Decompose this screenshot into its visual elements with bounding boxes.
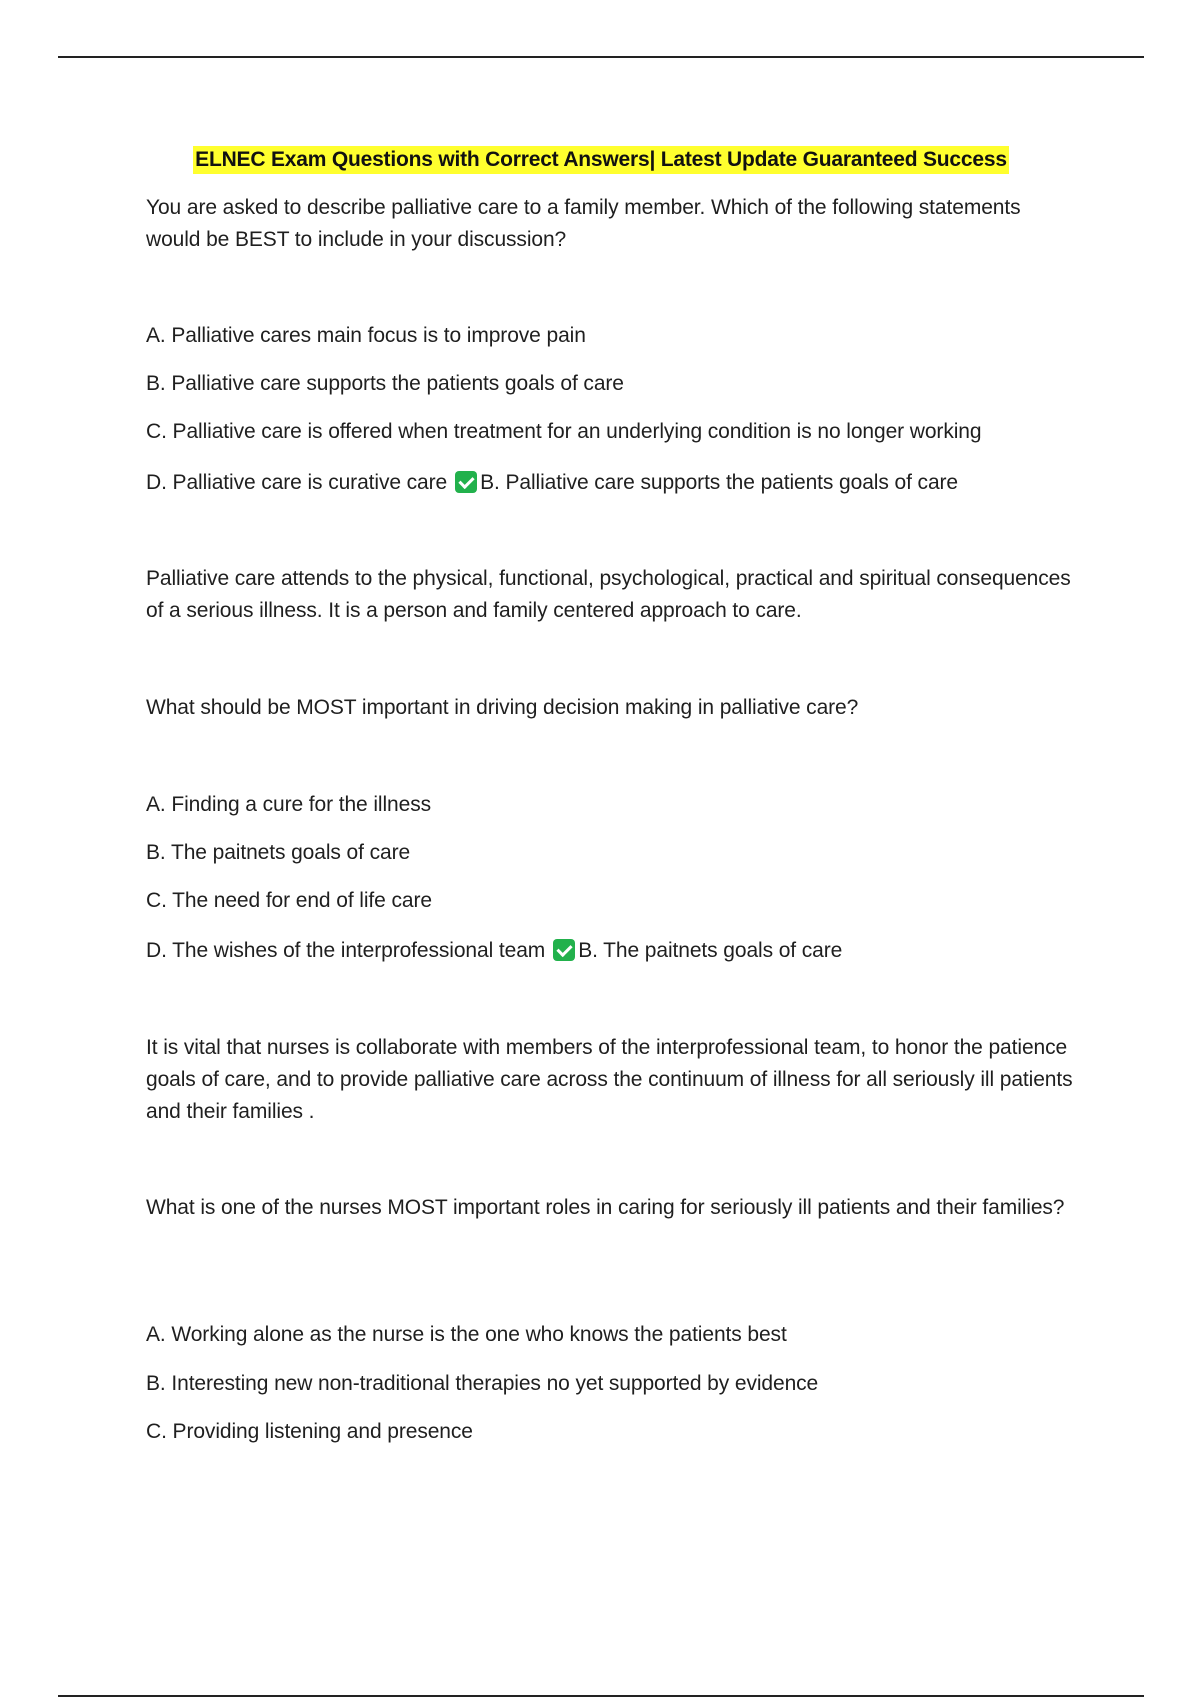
footer-rule bbox=[58, 1695, 1144, 1697]
question-3-option-a: A. Working alone as the nurse is the one who knows the patients best bbox=[146, 1323, 787, 1346]
document-title: ELNEC Exam Questions with Correct Answers| Latest Update Guaranteed Success bbox=[193, 146, 1009, 174]
question-2-option-d: D. The wishes of the interprofessional team bbox=[146, 939, 546, 962]
question-2-option-c: C. The need for end of life care bbox=[146, 889, 432, 912]
check-icon bbox=[553, 939, 575, 961]
question-1-option-d: D. Palliative care is curative care bbox=[146, 471, 448, 494]
title-wrapper bbox=[146, 146, 1056, 174]
question-3-option-c: C. Providing listening and presence bbox=[146, 1420, 473, 1443]
header-rule bbox=[58, 56, 1144, 58]
question-1-option-b: B. Palliative care supports the patients goals of care bbox=[146, 372, 624, 395]
question-2-rationale: It is vital that nurses is collaborate with members of the interprofessional team, to honor the patience goals of care, and to provide palliative care across the continuum of illness for all seriously ill patients and their families . bbox=[146, 1036, 1073, 1123]
question-2-option-d-with-answer bbox=[146, 935, 842, 967]
question-2-option-b: B. The paitnets goals of care bbox=[146, 841, 411, 864]
question-1-option-a: A. Palliative cares main focus is to improve pain bbox=[146, 324, 586, 347]
question-2-text: What should be MOST important in driving decision making in palliative care? bbox=[146, 696, 859, 719]
question-1-answer: B. Palliative care supports the patients goals of care bbox=[480, 471, 958, 494]
question-2-option-a: A. Finding a cure for the illness bbox=[146, 793, 432, 816]
check-icon bbox=[455, 471, 477, 493]
question-3-text: What is one of the nurses MOST important roles in caring for seriously ill patients and their families? bbox=[146, 1196, 1065, 1219]
question-1-option-c: C. Palliative care is offered when treatment for an underlying condition is no longer working bbox=[146, 420, 982, 443]
question-3-option-b: B. Interesting new non-traditional therapies no yet supported by evidence bbox=[146, 1372, 819, 1395]
question-1-text: You are asked to describe palliative care to a family member. Which of the following statements would be BEST to include in your discussion? bbox=[146, 196, 1021, 251]
question-1-rationale: Palliative care attends to the physical, functional, psychological, practical and spiritual consequences of a serious illness. It is a person and family centered approach to care. bbox=[146, 567, 1071, 622]
question-1-option-d-with-answer bbox=[146, 467, 958, 499]
question-2-answer: B. The paitnets goals of care bbox=[578, 939, 843, 962]
